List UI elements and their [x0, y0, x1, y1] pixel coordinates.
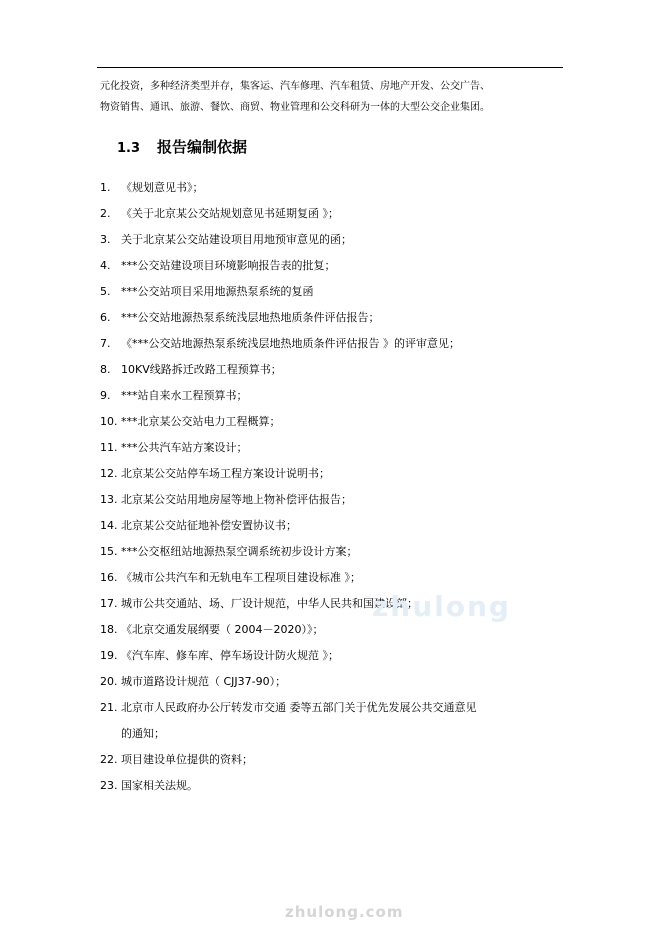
watermark-footer: zhulong.com: [285, 903, 404, 921]
list-item: [100, 778, 570, 793]
item-text: ***北京某公交站电力工程概算；: [121, 415, 281, 428]
item-text: ***公交站项目采用地源热泵系统的复函: [121, 285, 314, 298]
item-text: ***公交站建设项目环境影响报告表的批复；: [121, 259, 336, 272]
list-item: [100, 700, 570, 741]
item-text: 项目建设单位提供的资料；: [121, 753, 253, 766]
list-item: [100, 674, 570, 689]
item-number: 2.: [100, 207, 111, 220]
item-number: 13.: [100, 493, 118, 506]
list-item: [100, 518, 570, 533]
list-item: [100, 648, 570, 663]
list-item: [100, 414, 570, 429]
list-item: [100, 180, 570, 195]
item-number: 17.: [100, 597, 118, 610]
item-number: 5.: [100, 285, 111, 298]
item-number: 22.: [100, 753, 118, 766]
item-number: 19.: [100, 649, 118, 662]
item-number: 7.: [100, 337, 111, 350]
item-number: 15.: [100, 545, 118, 558]
item-text: 《北京交通发展纲要（ 2004－2020）》；: [121, 623, 324, 636]
item-text: 关于北京某公交站建设项目用地预审意见的函；: [121, 233, 352, 246]
item-text: 10KV线路拆迁改路工程预算书；: [121, 363, 282, 376]
intro-paragraph: [100, 76, 570, 118]
item-number: 16.: [100, 571, 118, 584]
list-item: [100, 388, 570, 403]
item-number: 1.: [100, 181, 111, 194]
item-number: 8.: [100, 363, 111, 376]
item-text: 城市公共交通站、场、厂设计规范，中华人民共和国建设部；: [121, 597, 418, 610]
item-number: 9.: [100, 389, 111, 402]
item-number: 3.: [100, 233, 111, 246]
item-number: 6.: [100, 311, 111, 324]
item-number: 4.: [100, 259, 111, 272]
item-text: ***公共汽车站方案设计；: [121, 441, 248, 454]
item-number: 12.: [100, 467, 118, 480]
list-item: [100, 284, 570, 299]
list-item: [100, 492, 570, 507]
item-number: 23.: [100, 779, 118, 792]
item-text: 北京某公交站用地房屋等地上物补偿评估报告；: [121, 493, 352, 506]
list-item: [100, 752, 570, 767]
list-item: [100, 206, 570, 221]
watermark-center: zhulong: [372, 590, 511, 623]
list-item: [100, 362, 570, 377]
item-text-continuation: 的通知；: [121, 727, 165, 740]
item-text: ***站自来水工程预算书；: [121, 389, 248, 402]
list-item: [100, 466, 570, 481]
list-item: [100, 440, 570, 455]
section-title: 报告编制依据: [157, 138, 248, 156]
list-item: [100, 232, 570, 247]
section-number: 1.3: [117, 141, 141, 156]
reference-list: [100, 180, 570, 804]
item-text: 《城市公共汽车和无轨电车工程项目建设标准 》；: [121, 571, 361, 584]
section-heading: [117, 136, 247, 157]
item-text: 北京市人民政府办公厅转发市交通 委等五部门关于优先发展公共交通意见: [121, 701, 477, 714]
item-number: 21.: [100, 701, 118, 714]
list-item: [100, 544, 570, 559]
item-text: 《规划意见书》；: [121, 181, 204, 194]
item-text: 北京某公交站征地补偿安置协议书；: [121, 519, 297, 532]
intro-line-1: 元化投资，多种经济类型并存，集客运、汽车修理、汽车租赁、房地产开发、公交广告、: [100, 81, 490, 92]
item-text: 城市道路设计规范（ CJJ37-90）；: [121, 675, 287, 688]
list-item: [100, 622, 570, 637]
item-number: 14.: [100, 519, 118, 532]
item-text: ***公交站地源热泵系统浅层地热地质条件评估报告；: [121, 311, 380, 324]
item-number: 20.: [100, 675, 118, 688]
list-item: [100, 570, 570, 585]
list-item: [100, 336, 570, 351]
item-number: 18.: [100, 623, 118, 636]
item-text: ***公交枢纽站地源热泵空调系统初步设计方案；: [121, 545, 358, 558]
item-number: 11.: [100, 441, 118, 454]
item-text: 《***公交站地源热泵系统浅层地热地质条件评估报告 》的评审意见；: [121, 337, 460, 350]
item-number: 10.: [100, 415, 118, 428]
item-text: 《关于北京某公交站规划意见书延期复函 》；: [121, 207, 339, 220]
header-rule: [97, 67, 563, 68]
list-item: [100, 310, 570, 325]
list-item: [100, 258, 570, 273]
intro-line-2: 物资销售、通讯、旅游、餐饮、商贸、物业管理和公交科研为一体的大型公交企业集团。: [100, 102, 490, 113]
item-text: 《汽车库、修车库、停车场设计防火规范 》；: [121, 649, 339, 662]
item-text: 国家相关法规。: [121, 779, 198, 792]
item-text: 北京某公交站停车场工程方案设计说明书；: [121, 467, 330, 480]
